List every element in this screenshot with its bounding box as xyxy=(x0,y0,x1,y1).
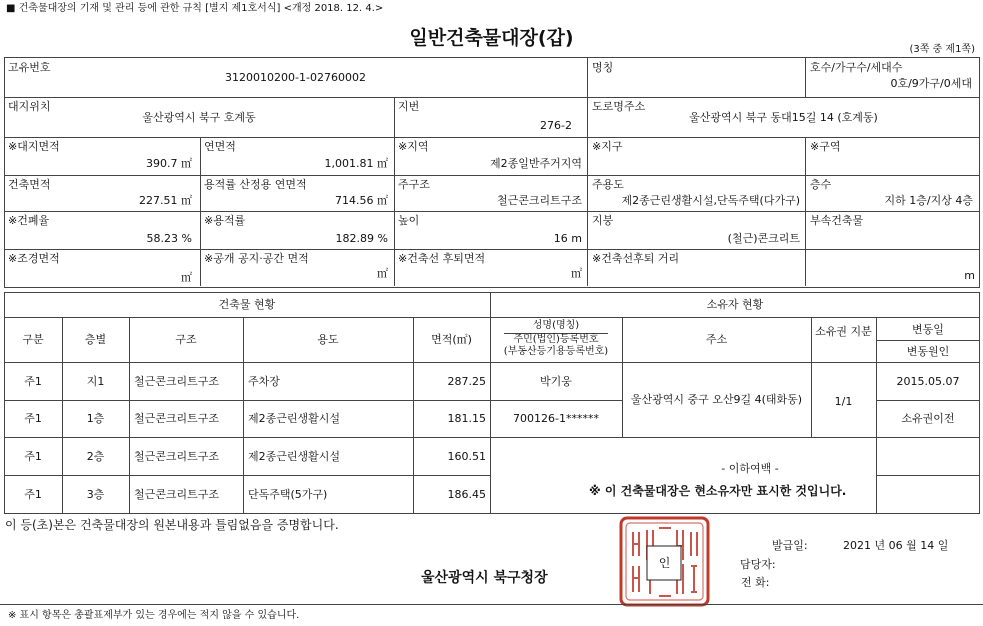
unique-no-label: 고유번호 xyxy=(8,61,51,74)
area-label: ※구역 xyxy=(810,140,841,153)
far-floor-area-label: 용적률 산정용 연면적 xyxy=(204,178,307,191)
road-address-label: 도로명주소 xyxy=(592,100,646,113)
name-label: 명칭 xyxy=(592,61,614,74)
row-area: 181.15 xyxy=(447,412,486,425)
row-structure: 철근콘크리트구조 xyxy=(134,375,220,388)
zone-value: 제2종일반주거지역 xyxy=(489,157,582,170)
height-value: 16 m xyxy=(553,232,582,245)
site-label: 대지위치 xyxy=(8,100,51,113)
col-header-change-date: 변동일 xyxy=(912,323,944,336)
row-structure: 철근콘크리트구조 xyxy=(134,488,220,501)
unique-no-value: 3120010200-1-02760002 xyxy=(225,71,366,84)
building-status-title: 건축물 현황 xyxy=(218,298,276,311)
register-section xyxy=(4,57,980,288)
row-type: 주1 xyxy=(24,488,42,501)
far-floor-area-value: 714.56 ㎡ xyxy=(335,194,388,207)
row-structure: 철근콘크리트구조 xyxy=(134,412,220,425)
row-area: 160.51 xyxy=(447,450,486,463)
building-area-label: 건축면적 xyxy=(8,178,51,191)
col-header-structure: 구조 xyxy=(175,333,197,346)
site-value: 울산광역시 북구 호계동 xyxy=(142,111,256,124)
main-structure-label: 주구조 xyxy=(398,178,430,191)
col-header-floor: 층별 xyxy=(84,333,107,346)
land-area-value: 390.7 ㎡ xyxy=(146,157,192,170)
phone-label: 전 화: xyxy=(741,576,770,589)
col-header-type: 구분 xyxy=(22,333,44,346)
floor-area-value: 1,001.81 ㎡ xyxy=(324,157,388,170)
road-address-value: 울산광역시 북구 동대15길 14 (호계동) xyxy=(689,111,878,124)
col-header-share: 소유권 지분 xyxy=(815,325,872,338)
col-header-change-reason: 변동원인 xyxy=(906,345,950,358)
row-floor: 3층 xyxy=(86,488,105,501)
officer-label: 담당자: xyxy=(740,558,776,571)
height-label: 높이 xyxy=(398,214,420,227)
setback-area-value: ㎡ xyxy=(571,267,582,280)
row-use: 단독주택(5가구) xyxy=(248,488,328,501)
row-type: 주1 xyxy=(24,450,42,463)
col-header-area: 면적(㎡) xyxy=(431,333,472,346)
setback-area-label: ※건축선 후퇴면적 xyxy=(398,252,486,265)
row-floor: 2층 xyxy=(86,450,105,463)
official-seal xyxy=(619,516,710,607)
page-title: 일반건축물대장(갑) xyxy=(409,27,574,49)
roof-value: (철근)콘크리트 xyxy=(727,232,800,245)
owner-address: 울산광역시 중구 오산9길 4(태화동) xyxy=(630,393,803,406)
change-date: 2015.05.07 xyxy=(896,375,960,388)
landscape-area-label: ※조경면적 xyxy=(8,252,60,265)
land-area-label: ※대지면적 xyxy=(8,140,60,153)
row-floor: 지1 xyxy=(86,375,105,388)
units-value: 0호/9가구/0세대 xyxy=(890,77,972,90)
owner-id: 700126-1****** xyxy=(513,412,599,425)
change-reason: 소유권이전 xyxy=(901,412,955,425)
annex-building-label: 부속건축물 xyxy=(810,214,864,227)
row-area: 186.45 xyxy=(447,488,486,501)
issuer-name: 울산광역시 북구청장 xyxy=(421,570,548,586)
floor-area-ratio-value: 182.89 % xyxy=(335,232,388,245)
row-type: 주1 xyxy=(24,412,42,425)
lot-value: 276-2 xyxy=(540,119,572,132)
owner-status-title: 소유자 현황 xyxy=(706,298,764,311)
coverage-ratio-value: 58.23 % xyxy=(146,232,192,245)
col-header-owner-name: 성명(명칭) xyxy=(532,320,580,331)
landscape-area-value: ㎡ xyxy=(181,271,192,284)
issue-date-value: 2021 년 06 월 14 일 xyxy=(843,539,949,552)
col-header-use: 용도 xyxy=(317,333,339,346)
law-reference-note: ■ 건축물대장의 기재 및 관리 등에 관한 규칙 [별지 제1호서식] <개정 2018. 12. 4.> xyxy=(6,3,384,14)
roof-label: 지붕 xyxy=(592,214,614,227)
row-type: 주1 xyxy=(24,375,42,388)
row-use: 주차장 xyxy=(248,375,280,388)
coverage-ratio-label: ※건폐율 xyxy=(8,214,50,227)
owner-name: 박기웅 xyxy=(540,375,572,388)
setback-distance-value: m xyxy=(964,269,975,282)
floors-label: 층수 xyxy=(810,178,832,191)
open-space-value: ㎡ xyxy=(377,267,388,280)
building-area-value: 227.51 ㎡ xyxy=(139,194,192,207)
main-use-value: 제2종근린생활시설,단독주택(다가구) xyxy=(621,194,800,207)
lot-label: 지번 xyxy=(398,100,420,113)
page-info: (3쪽 중 제1쪽) xyxy=(909,44,975,55)
certification-text: 이 등(초)본은 건축물대장의 원본내용과 틀림없음을 증명합니다. xyxy=(5,518,339,532)
col-header-owner-id: 주민(법인)등록번호 xyxy=(513,334,599,345)
col-header-address: 주소 xyxy=(705,333,728,346)
footer-divider xyxy=(0,604,983,605)
issue-date-label: 발급일: xyxy=(772,539,808,552)
district-label: ※지구 xyxy=(592,140,623,153)
floor-area-ratio-label: ※용적률 xyxy=(204,214,246,227)
open-space-label: ※공개 공지·공간 면적 xyxy=(204,252,309,265)
floors-value: 지하 1층/지상 4층 xyxy=(884,194,973,207)
blank-below-note: - 이하여백 - xyxy=(721,462,779,475)
bottom-note: ※ 표시 항목은 총괄표제부가 있는 경우에는 적지 않을 수 있습니다. xyxy=(8,610,300,621)
main-structure-value: 철근콘크리트구조 xyxy=(496,194,582,207)
setback-distance-label: ※건축선후퇴 거리 xyxy=(592,252,680,265)
row-use: 제2종근린생활시설 xyxy=(248,412,341,425)
col-header-owner-reg: (부동산등기용등록번호) xyxy=(503,346,609,357)
current-owner-notice: ※ 이 건축물대장은 현소유자만 표시한 것입니다. xyxy=(589,484,847,498)
zone-label: ※지역 xyxy=(398,140,429,153)
floor-area-label: 연면적 xyxy=(204,140,236,153)
main-use-label: 주용도 xyxy=(592,178,624,191)
row-area: 287.25 xyxy=(447,375,486,388)
row-floor: 1층 xyxy=(86,412,105,425)
row-structure: 철근콘크리트구조 xyxy=(134,450,220,463)
row-use: 제2종근린생활시설 xyxy=(248,450,341,463)
seal-mark: 인 xyxy=(658,556,671,570)
units-label: 호수/가구수/세대수 xyxy=(810,61,903,74)
status-section xyxy=(4,292,980,514)
owner-share: 1/1 xyxy=(834,395,853,408)
